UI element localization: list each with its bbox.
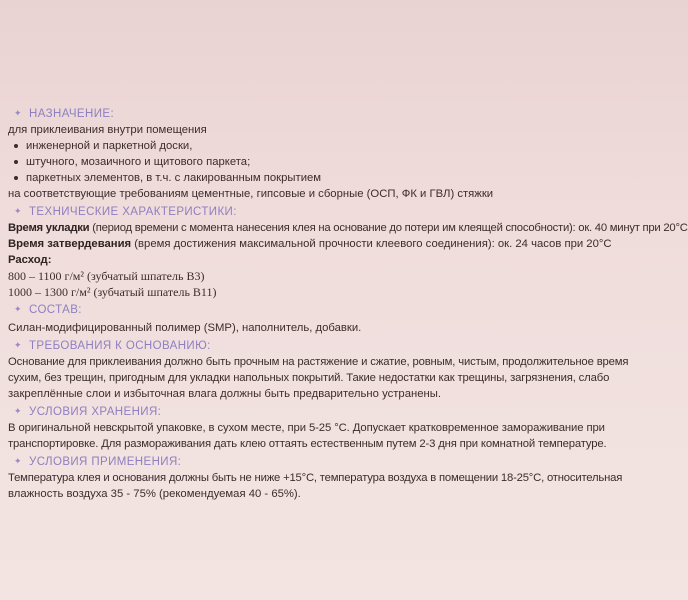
curing-time-label: Время затвердевания: [8, 238, 132, 250]
product-description: [8, 104, 688, 502]
base-line-3: закреплённые слои и избыточная влага должны быть предварительно устранены.: [8, 388, 441, 400]
section-heading-text: ТЕХНИЧЕСКИЕ ХАРАКТЕРИСТИКИ:: [29, 205, 237, 218]
star-bullet-icon: [14, 110, 21, 117]
bullet-dot-icon: [14, 176, 18, 180]
base-line-2: сухим, без трещин, пригодным для укладки напольных покрытий. Такие недостатки как трещины, загрязнения, слабо: [8, 372, 610, 384]
star-bullet-icon: [14, 458, 21, 465]
usage-line-2: влажность воздуха 35 - 75% (рекомендуемая 40 - 65%).: [8, 488, 301, 500]
star-bullet-icon: [14, 306, 21, 313]
section-base-heading: [8, 337, 592, 354]
base-line-1: Основание для приклеивания должно быть прочным на растяжение и сжатие, ровным, чистым, продолжительное время: [8, 356, 629, 368]
list-item: [8, 154, 592, 170]
section-heading-text: УСЛОВИЯ ХРАНЕНИЯ:: [29, 405, 162, 418]
list-item-text: паркетных элементов, в т.ч. с лакированным покрытием: [26, 172, 322, 184]
purpose-note: на соответствующие требованиям цементные, гипсовые и сборные (ОСП, ФК и ГВЛ) стяжки: [8, 188, 494, 200]
curing-time-text: (время достижения максимальной прочности клеевого соединения): ок. 24 часов при 20°C: [131, 238, 612, 250]
section-heading-text: НАЗНАЧЕНИЕ:: [29, 107, 115, 120]
section-composition-heading: [8, 301, 592, 318]
consumption-row: 1000 – 1300 г/м² (зубчатый шпатель В11): [8, 285, 217, 299]
storage-line-2: транспортировке. Для размораживания дать клею оттаять естественным путем 2-3 дня при комнатной температуре.: [8, 438, 607, 450]
laying-time-label: Время укладки: [8, 222, 90, 234]
consumption-row: 800 – 1100 г/м² (зубчатый шпатель В3): [8, 269, 205, 283]
star-bullet-icon: [14, 208, 21, 215]
section-purpose-heading: [8, 105, 592, 122]
laying-time: [8, 220, 688, 236]
composition-text: Силан-модифицированный полимер (SMP), наполнитель, добавки.: [8, 322, 362, 334]
section-specs-heading: [8, 203, 592, 220]
section-storage-heading: [8, 403, 592, 420]
consumption-label: Расход:: [8, 254, 52, 266]
bullet-dot-icon: [14, 160, 18, 164]
storage-line-1: В оригинальной невскрытой упаковке, в сухом месте, при 5-25 °C. Допускает кратковременное замораживание при: [8, 422, 605, 434]
section-usage-heading: [8, 453, 592, 470]
list-item-text: штучного, мозаичного и щитового паркета;: [26, 156, 251, 168]
curing-time: [8, 236, 612, 252]
section-heading-text: ТРЕБОВАНИЯ К ОСНОВАНИЮ:: [29, 339, 211, 352]
usage-line-1: Температура клея и основания должны быть не ниже +15°C, температура воздуха в помещении 18-25°C, относительная: [8, 472, 623, 484]
star-bullet-icon: [14, 342, 21, 349]
list-item: [8, 170, 592, 186]
list-item-text: инженерной и паркетной доски,: [26, 140, 193, 152]
bullet-dot-icon: [14, 144, 18, 148]
list-item: [8, 138, 592, 154]
laying-time-text: (период времени с момента нанесения клея на основание до потери им клеящей способности): ок. 40 минут при 20°C: [89, 222, 688, 234]
star-bullet-icon: [14, 408, 21, 415]
section-heading-text: СОСТАВ:: [29, 303, 82, 316]
purpose-intro: для приклеивания внутри помещения: [8, 124, 207, 136]
section-heading-text: УСЛОВИЯ ПРИМЕНЕНИЯ:: [29, 455, 182, 468]
